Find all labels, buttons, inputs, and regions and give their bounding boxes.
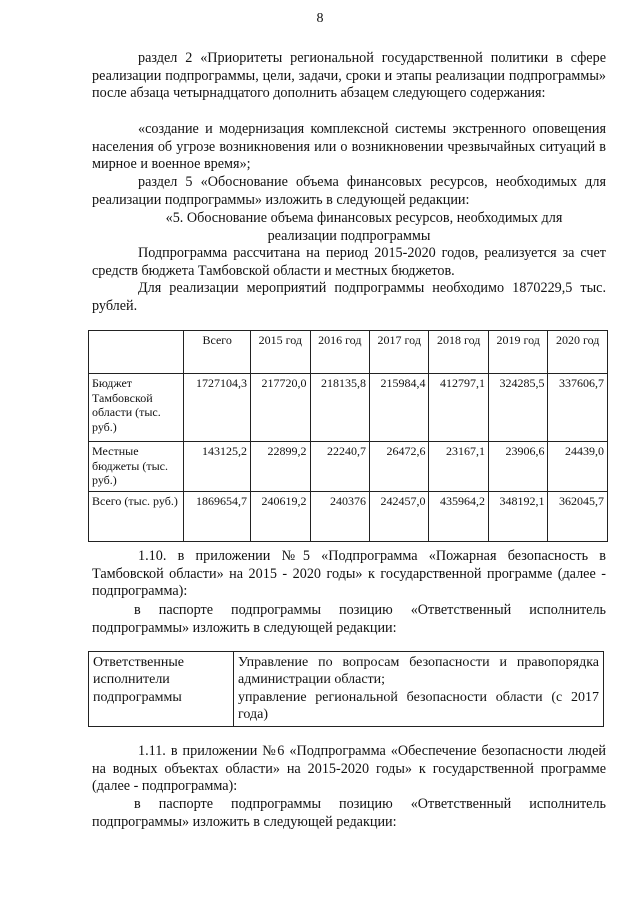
table-cell: 23167,1 — [429, 442, 488, 492]
table-cell: 143125,2 — [184, 442, 251, 492]
responsible-value — [234, 652, 604, 727]
header-cell-total: Всего — [184, 331, 251, 374]
section2-paragraph: раздел 2 «Приоритеты региональной государственной политики в сфере реализации подпрограммы, цели, задачи, сроки и этапы реализации подпрограммы» после абзаца четырнадцатого дополнить абзацем следующего содержания: — [92, 50, 606, 102]
row-label: Местные бюджеты (тыс. руб.) — [89, 442, 184, 492]
table-cell: 348192,1 — [488, 492, 547, 542]
table-cell: 240376 — [310, 492, 369, 542]
item-1-11-paragraph: 1.11. в приложении №6 «Подпрограмма «Обеспечение безопасности людей на водных объектах области» на 2015-2020 годы» к государственной программе (далее - подпрограмма): — [92, 743, 606, 795]
table-cell: 242457,0 — [370, 492, 429, 542]
section5-paragraph: раздел 5 «Обоснование объема финансовых ресурсов, необходимых для реализации подпрограммы» изложить в следующей редакции: — [92, 174, 606, 208]
responsible-label: Ответственные исполнители подпрограммы — [89, 652, 234, 727]
row-label: Бюджет Тамбовской области (тыс. руб.) — [89, 374, 184, 442]
table-cell: 24439,0 — [548, 442, 608, 492]
table-cell: 435964,2 — [429, 492, 488, 542]
item-1-10-paragraph: 1.10. в приложении №5 «Подпрограмма «Пожарная безопасность в Тамбовской области» на 2015 - 2020 годы» к государственной программе (далее - подпрограмма): — [92, 548, 606, 600]
section5-para1: Подпрограмма рассчитана на период 2015-2020 годов, реализуется за счет средств бюджета Тамбовской области и местных бюджетов. — [92, 245, 606, 279]
header-cell-2016: 2016 год — [310, 331, 369, 374]
table-cell: 26472,6 — [370, 442, 429, 492]
table-cell: 218135,8 — [310, 374, 369, 442]
table-cell: 1869654,7 — [184, 492, 251, 542]
responsible-value-line2: управление региональной безопасности области (с 2017 года) — [238, 689, 599, 723]
table-cell: 324285,5 — [488, 374, 547, 442]
header-cell-2020: 2020 год — [548, 331, 608, 374]
table-cell: 23906,6 — [488, 442, 547, 492]
section5-para2: Для реализации мероприятий подпрограммы необходимо 1870229,5 тыс. рублей. — [92, 280, 606, 314]
table-row — [89, 442, 608, 492]
row-label: Всего (тыс. руб.) — [89, 492, 184, 542]
section5-heading-line2: реализации подпрограммы — [267, 227, 431, 244]
item-1-11-passport: в паспорте подпрограммы позицию «Ответственный исполнитель подпрограммы» изложить в следующей редакции: — [92, 796, 606, 830]
table-cell: 362045,7 — [548, 492, 608, 542]
header-cell-2018: 2018 год — [429, 331, 488, 374]
table-row — [89, 492, 608, 542]
table-row — [89, 652, 604, 727]
finance-table — [88, 330, 608, 542]
section2-quote: «создание и модернизация комплексной системы экстренного оповещения населения об угрозе возникновения или о возникновении чрезвычайных ситуаций в мирное и военное время»; — [92, 121, 606, 173]
page-number: 8 — [316, 11, 324, 26]
table-cell: 337606,7 — [548, 374, 608, 442]
table-cell: 1727104,3 — [184, 374, 251, 442]
table-cell: 217720,0 — [251, 374, 310, 442]
table-cell: 215984,4 — [370, 374, 429, 442]
responsible-table — [88, 651, 604, 727]
responsible-value-line1: Управление по вопросам безопасности и правопорядка администрации области; — [238, 655, 599, 688]
section5-heading — [92, 210, 606, 245]
table-cell: 412797,1 — [429, 374, 488, 442]
header-cell-2017: 2017 год — [370, 331, 429, 374]
table-cell: 22899,2 — [251, 442, 310, 492]
table-row — [89, 374, 608, 442]
table-cell: 240619,2 — [251, 492, 310, 542]
header-cell-empty — [89, 331, 184, 374]
finance-table-header — [89, 331, 608, 374]
section5-heading-line1: «5. Обоснование объема финансовых ресурсов, необходимых для — [165, 210, 563, 226]
header-cell-2019: 2019 год — [488, 331, 547, 374]
header-cell-2015: 2015 год — [251, 331, 310, 374]
table-cell: 22240,7 — [310, 442, 369, 492]
item-1-10-passport: в паспорте подпрограммы позицию «Ответственный исполнитель подпрограммы» изложить в следующей редакции: — [92, 602, 606, 636]
